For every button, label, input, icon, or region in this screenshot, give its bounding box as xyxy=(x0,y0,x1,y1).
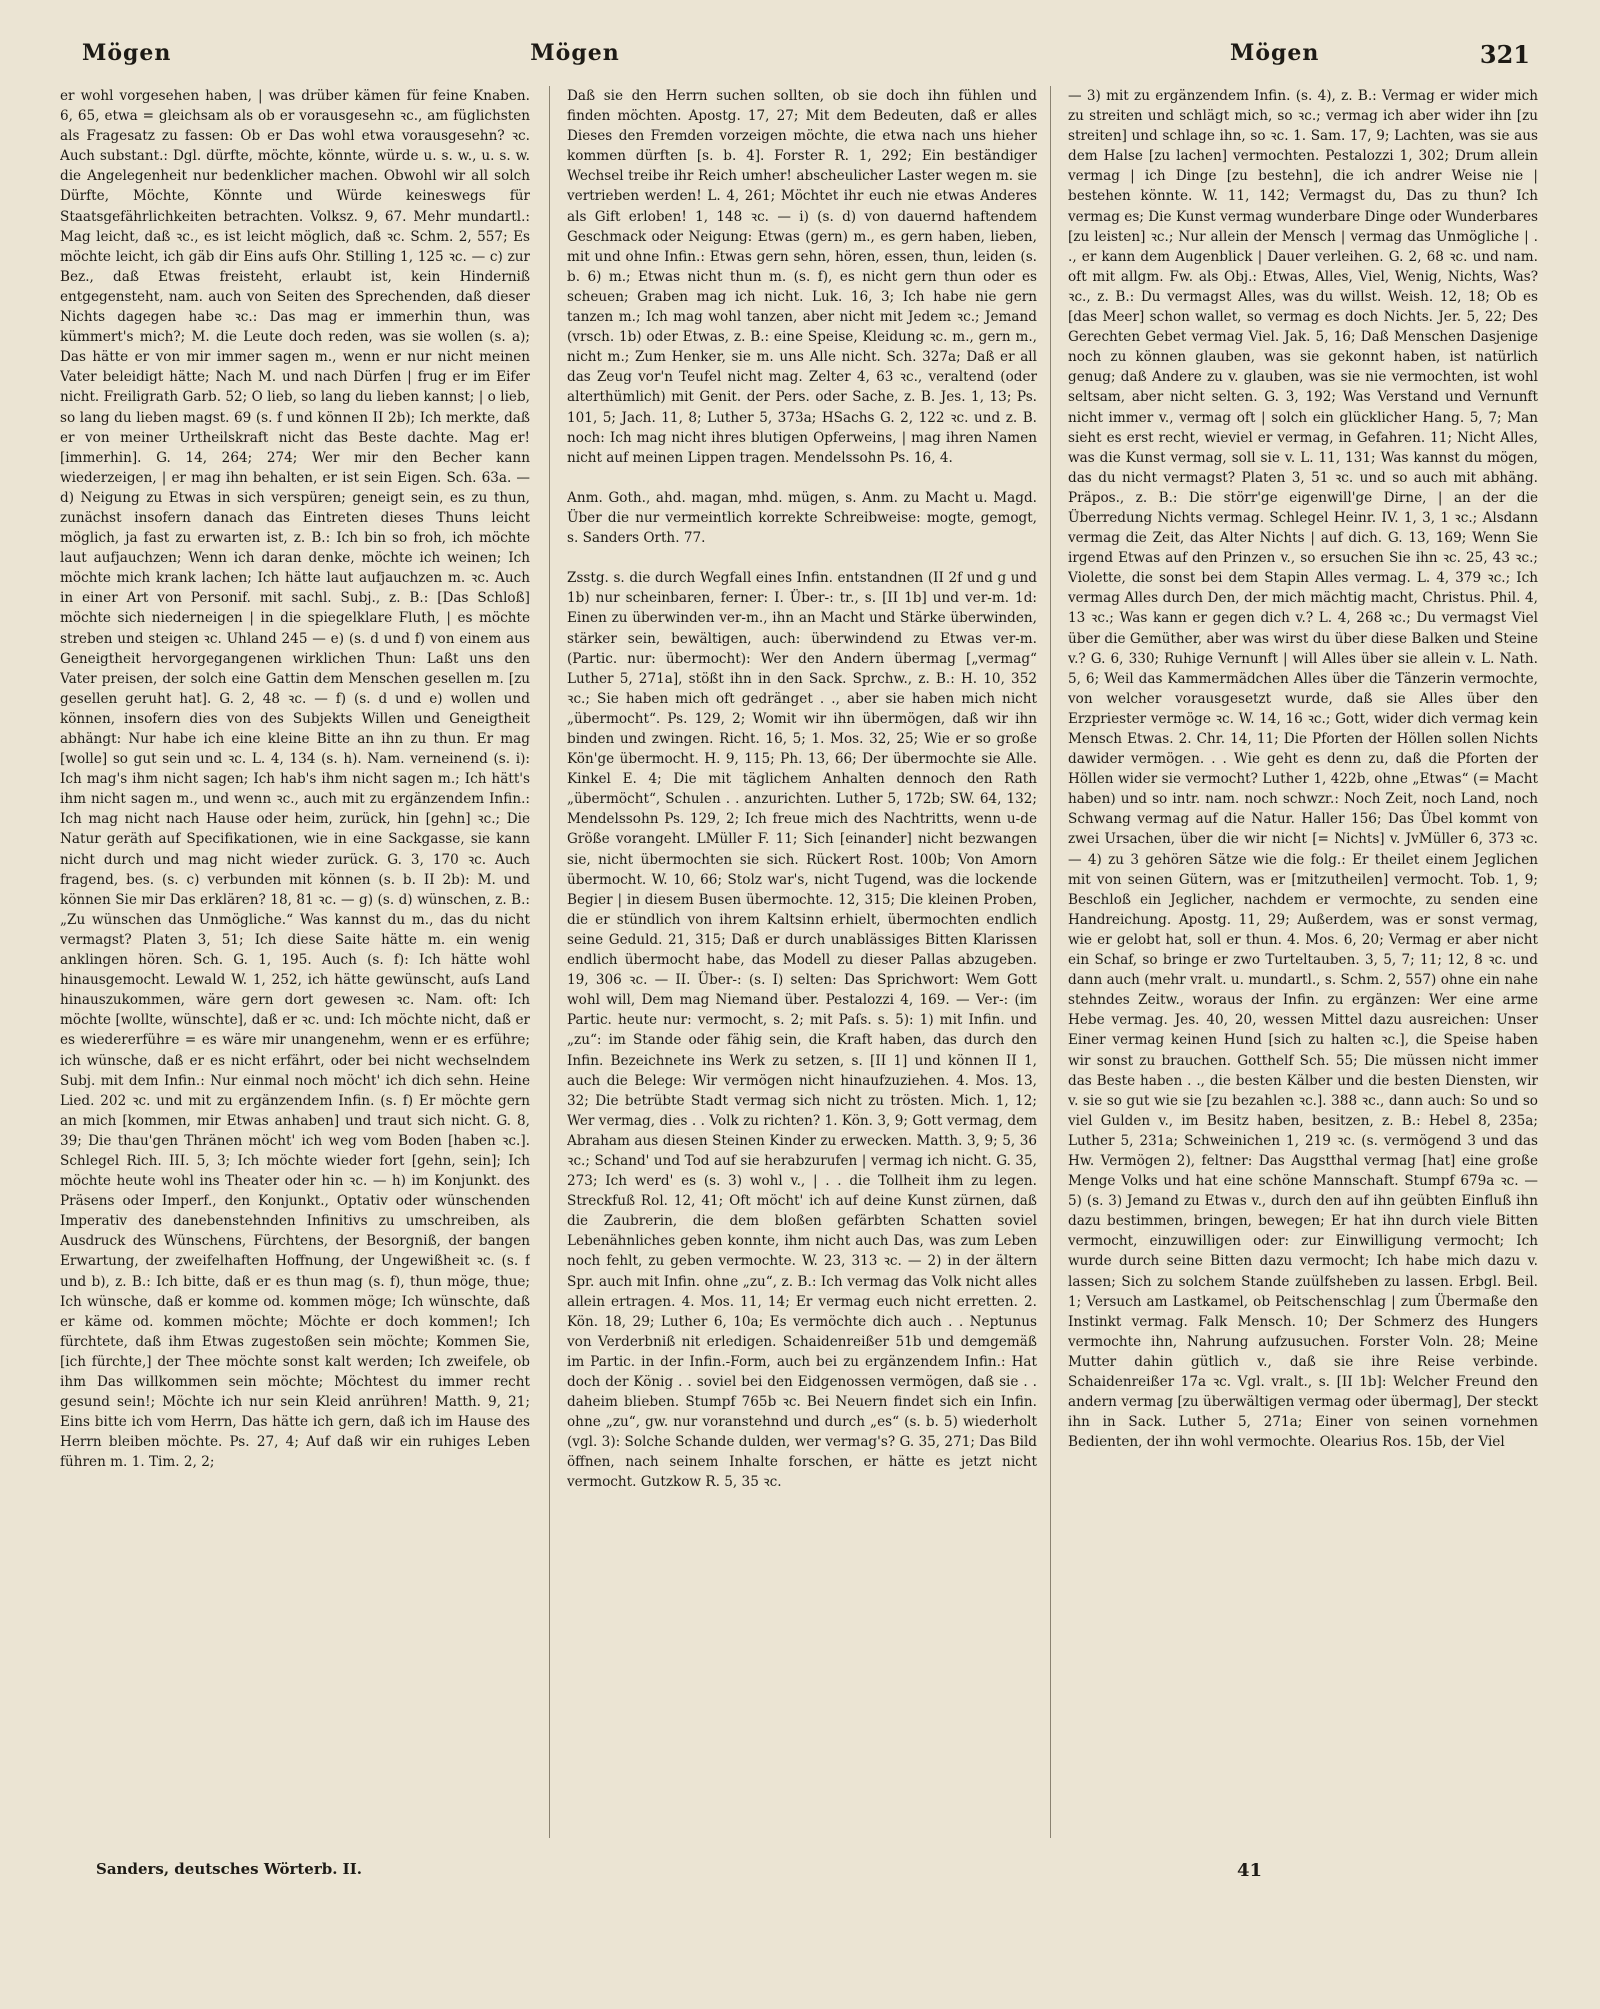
page-number: 321 xyxy=(1479,40,1530,69)
page-header xyxy=(70,40,1530,80)
column-text: Daß sie den Herrn suchen sollten, ob sie doch ihn fühlen und finden möchten. Apostg. 17, 27; Mit dem Bedeuten, daß er alles Dieses den Fremden vorzeigen möchte, die etwa nach uns hieher kommen dürften [s. b. 4]. Forster R. 1, 292; Ein beständiger Wechsel treibe ihr Reich umher! abscheulicher Laster wegen m. sie vertrieben werden! L. 4, 261; Möchtet ihr euch nie etwas Anderes als Gift erloben! 1, 148 ꝛc. — i) (s. d) von dauernd haftendem Geschmack oder Neigung: Etwas (gern) m., es gern haben, lieben, mit und ohne Infin.: Etwas gern sehn, hören, essen, thun, leiden (s. b. 6) m.; Etwas nicht thun m. (s. f), es nicht gern thun oder es scheuen; Graben mag ich nicht. Luk. 16, 3; Ich habe nie gern tanzen m.; Ich mag wohl tanzen, aber nicht mit Jedem ꝛc.; Jemand (vrsch. 1b) oder Etwas, z. B.: eine Speise, Kleidung ꝛc. m., gern m., nicht m.; Zum Henker, sie m. uns Alle nicht. Sch. 327a; Daß er all das Zeug vor'n Teufel nicht mag. Zelter 4, 63 ꝛc., veraltend (oder alterthümlich) mit Genit. der Pers. oder Sache, z. B. Jes. 1, 13; Ps. 101, 5; Jach. 11, 8; Luther 5, 373a; HSachs G. 2, 122 ꝛc. und z. B. noch: Ich mag nicht ihres blutigen Opferweins, | mag ihren Namen nicht auf meinen Lippen tragen. Mendelssohn Ps. 16, 4. Anm. Goth., ahd. magan, mhd. mügen, s. Anm. zu Macht u. Magd. Über die nur vermeintlich korrekte Schreibweise: mogte, gemogt, s. Sanders Orth. 77. Zsstg. s. die durch Wegfall eines Infin. entstandnen (II 2f und g und 1b) nur scheinbaren, ferner: I. Über-: tr., s. [II 1b] und ver-m. 1d: Einen zu überwinden ver-m., ihn an Macht und Stärke überwinden, stärker sein, bewältigen, auch: überwindend zu Etwas ver-m. (Partic. nur: übermocht): Wer den Andern übermag [„vermag“ Luther 5, 271a], stößt ihn in den Sack. Sprchw., z. B.: H. 10, 352 ꝛc.; Sie haben mich oft gedränget . ., aber sie haben mich nicht „übermocht“. Ps. 129, 2; Womit wir ihn übermögen, daß wir ihn binden und zwingen. Richt. 16, 5; 1. Mos. 32, 25; Wie er so große Kön'ge übermocht. H. 9, 115; Ph. 13, 66; Der übermochte sie Alle. Kinkel E. 4; Die mit täglichem Anhalten dennoch den Rath „übermöcht“, Schulen . . anzurichten. Luther 5, 172b; SW. 64, 132; Mendelssohn Ps. 129, 2; Ich freue mich des Nachtritts, wenn u-de Größe vorangeht. LMüller F. 11; Sich [einander] nicht bezwangen sie, nicht übermochten sie sich. Rückert Rost. 100b; Von Amorn übermocht. W. 10, 66; Stolz war's, nicht Tugend, was die lockende Begier | in diesem Busen übermochte. 12, 315; Die kleinen Proben, die er stündlich von ihrem Kaltsinn erhielt, übermochten endlich seine Geduld. 21, 315; Daß er durch unablässiges Bitten Klarissen endlich übermocht habe, das Modell zu dieser Pallas abzugeben. 19, 306 ꝛc. — II. Über-: (s. I) selten: Das Sprichwort: Wem Gott wohl will, Dem mag Niemand über. Pestalozzi 4, 169. — Ver-: (im Partic. heute nur: vermocht, s. 2; mit Paſs. s. 5): 1) mit Infin. und „zu“: im Stande oder fähig sein, die Kraft haben, das durch den Infin. Bezeichnete ins Werk zu setzen, s. [II 1] und können II 1, auch die Belege: Wir vermögen nicht hinaufzuziehen. 4. Mos. 13, 32; Die betrübte Stadt vermag sich nicht zu trösten. Mich. 1, 12; Wer vermag, dies . . Volk zu richten? 1. Kön. 3, 9; Gott vermag, dem Abraham aus diesen Steinen Kinder zu erwecken. Matth. 3, 9; 5, 36 ꝛc.; Schand' und Tod auf sie herabzurufen | vermag ich nicht. G. 35, 273; Ich werd' es (s. 3) wohl v., | . . die Tollheit ihm zu legen. Streckfuß Rol. 12, 41; Oft möcht' ich auf deine Kunst zürnen, daß die Zaubrerin, die dem bloßen gefärbten Schatten soviel Lebenähnliches geben konnte, ihm nicht auch Das, was zum Leben noch fehlt, zu geben vermochte. W. 23, 313 ꝛc. — 2) in der ältern Spr. auch mit Infin. ohne „zu“, z. B.: Ich vermag das Volk nicht alles allein ertragen. 4. Mos. 11, 14; Er vermag euch nicht erretten. 2. Kön. 18, 29; Luther 6, 10a; Es vermöchte dich auch . . Neptunus von Verderbniß nit erledigen. Schaidenreißer 51b und demgemäß im Partic. in der Infin.-Form, auch bei zu ergänzendem Infin.: Hat doch der König . . soviel bei den Eidgenossen vermögen, daß sie . . daheim blieben. Stumpf 765b ꝛc. Bei Neuern findet sich ein Infin. ohne „zu“, gw. nur voranstehnd und durch „es“ (s. b. 5) wiederholt (vgl. 3): Solche Schande dulden, wer vermag's? G. 35, 271; Das Bild öffnen, nach seinem Inhalte forschen, er hätte es jetzt nicht vermocht. Gutzkow R. 5, 35 ꝛc. xyxy=(567,88,1037,1491)
text-column-right xyxy=(1068,86,1538,1838)
text-column-left xyxy=(60,86,530,1838)
sheet-signature: 41 xyxy=(1237,1860,1263,1881)
center-headword: Mögen xyxy=(530,40,620,66)
source-footer: Sanders, deutsches Wörterb. II. xyxy=(96,1860,362,1878)
column-divider xyxy=(1050,86,1051,1838)
left-headword: Mögen xyxy=(82,40,172,66)
column-divider xyxy=(549,86,550,1838)
column-text: — 3) mit zu ergänzendem Infin. (s. 4), z. B.: Vermag er wider mich zu streiten und schlägt mich, so ꝛc.; vermag ich aber wider ihn [zu streiten] und schlage ihn, so ꝛc. 1. Sam. 17, 9; Lachten, was sie aus dem Halse [zu lachen] vermochten. Pestalozzi 1, 302; Drum allein vermag | ich Dinge [zu bestehn], die ich andrer Weise nie | bestehen könnte. W. 11, 142; Vermagst du, Das zu thun? Ich vermag es; Die Kunst vermag wunderbare Dinge oder Wunderbares [zu leisten] ꝛc.; Nur allein der Mensch | vermag das Unmögliche | . ., er kann dem Augenblick | Dauer verleihen. G. 2, 68 ꝛc. und nam. oft mit allgm. Fw. als Obj.: Etwas, Alles, Viel, Wenig, Nichts, Was? ꝛc., z. B.: Du vermagst Alles, was du willst. Weish. 12, 18; Ob es [das Meer] schon wallet, so vermag es doch Nichts. Jer. 5, 22; Des Gerechten Gebet vermag Viel. Jak. 5, 16; Daß Menschen Dasjenige noch zu können glauben, was sie gekonnt haben, ist natürlich genug; daß Andere zu v. glauben, was sie nie vermochten, ist wohl seltsam, aber nicht selten. G. 3, 192; Was Verstand und Vernunft nicht immer v., vermag oft | solch ein glücklicher Hang. 5, 7; Man sieht es erst recht, wieviel er vermag, in Gefahren. 11; Nicht Alles, was die Kunst vermag, soll sie v. L. 11, 131; Was kannst du mögen, das du nicht vermagst? Platen 3, 51 ꝛc. und so auch mit abhäng. Präpos., z. B.: Die störr'ge eigenwill'ge Dirne, | an der die Überredung Nichts vermag. Schlegel Heinr. IV. 1, 3, 1 ꝛc.; Alsdann vermag die Zeit, das Alter Nichts | auf dich. G. 13, 169; Wenn Sie irgend Etwas auf den Prinzen v., so ersuchen Sie ihn ꝛc. 25, 43 ꝛc.; Violette, die sonst bei dem Stapin Alles vermag. L. 4, 379 ꝛc.; Ich vermag Alles durch Den, der mich mächtig macht, Christus. Phil. 4, 13 ꝛc.; Was kann er gegen dich v.? L. 4, 268 ꝛc.; Du vermagst Viel über die Gemüther, aber was wirst du über diese Balken und Steine v.? G. 6, 330; Ruhige Vernunft | will Alles über sie allein v. L. Nath. 5, 6; Weil das Kammermädchen Alles über die Tänzerin vermochte, von welcher vorausgesetzt wurde, daß sie Alles über den Erzpriester vermöge ꝛc. W. 14, 16 ꝛc.; Gott, wider dich vermag kein Mensch Etwas. 2. Chr. 14, 11; Die Pforten der Höllen sollen Nichts dawider vermögen. . . Wie geht es denn zu, daß die Pforten der Höllen wider sie vermocht? Luther 1, 422b, ohne „Etwas“ (= Macht haben) und so intr. nam. noch schwzr.: Noch Zeit, noch Land, noch Schwang vermag auf die Natur. Haller 156; Das Übel kommt von zwei Ursachen, über die wir nicht [= Nichts] v. JvMüller 6, 373 ꝛc. — 4) zu 3 gehören Sätze wie die folg.: Er theilet einem Jeglichen mit von seinen Gütern, was er [mitzutheilen] vermocht. Tob. 1, 9; Beschloß ein Jeglicher, nachdem er vermochte, zu senden eine Handreichung. Apostg. 11, 29; Außerdem, was er sonst vermag, wie er gelobt hat, soll er thun. 4. Mos. 6, 20; Vermag er aber nicht ein Schaf, so bringe er zwo Turteltauben. 3, 5, 7; 11; 12, 8 ꝛc. und dann auch (mehr vralt. u. mundartl., s. Schm. 2, 557) ohne ein nahe stehndes Zeitw., woraus der Infin. zu ergänzen: Wer eine arme Hebe vermag. Jes. 40, 20, wessen Mittel dazu ausreichen: Unser Einer vermag keinen Hund [sich zu halten ꝛc.], die Speise haben wir sonst zu brauchen. Gotthelf Sch. 55; Die müssen nicht immer das Beste haben . ., die besten Kälber und die besten Diensten, wir v. sie so gut wie sie [zu bezahlen ꝛc.]. 388 ꝛc., dann auch: So und so viel Gulden v., im Besitz haben, besitzen, z. B.: Hebel 8, 235a; Luther 5, 231a; Schweinichen 1, 219 ꝛc. (s. vermögend 3 und das Hw. Vermögen 2), feltner: Das Augstthal vermag [hat] eine große Menge Volks und hat eine schöne Mannschaft. Stumpf 679a ꝛc. — 5) (s. 3) Jemand zu Etwas v., durch den auf ihn geübten Einfluß ihn dazu bestimmen, bringen, bewegen; Er hat ihn durch viele Bitten vermocht, einzuwilligen oder: zur Einwilligung vermocht; Ich wurde durch seine Bitten dazu vermocht; Ich habe mich dazu v. lassen; Sich zu solchem Stande zuülfsheben zu lassen. Erbgl. Beil. 1; Versuch am Lastkamel, ob Peitschenschlag | zum Übermaße den Instinkt vermag. Falk Mensch. 10; Der Schmerz des Hungers vermochte ihn, Nahrung aufzusuchen. Forster Voln. 28; Meine Mutter dahin gütlich v., daß sie ihre Reise verbinde. Schaidenreißer 17a ꝛc. Vgl. vralt., s. [II 1b]: Welcher Freund den andern vermag [zu überwältigen vermag oder übermag], Der steckt ihn in Sack. Luther 5, 271a; Einer von seinen vornehmen Bedienten, der ihn wohl vermochte. Olearius Ros. 15b, der Viel xyxy=(1068,88,1538,1451)
column-text: er wohl vorgesehen haben, | was drüber kämen für feine Knaben. 6, 65, etwa = gleichsam als ob er vorausgesehn ꝛc., am füglichsten als Fragesatz zu fassen: Ob er Das wohl etwa vorausgesehn? ꝛc. Auch substant.: Dgl. dürfte, möchte, könnte, würde u. s. w., u. s. w. die Angelegenheit nur bedenklicher machen. Obwohl wir all solch Dürfte, Möchte, Könnte und Würde keineswegs für Staatsgefährlichkeiten betrachten. Volksz. 9, 67. Mehr mundartl.: Mag leicht, daß ꝛc., es ist leicht möglich, daß ꝛc. Schm. 2, 557; Es möchte leicht, ich gäb dir Eins aufs Ohr. Stilling 1, 125 ꝛc. — c) zur Bez., daß Etwas freisteht, erlaubt ist, kein Hinderniß entgegensteht, nam. auch von Seiten des Sprechenden, daß dieser Nichts dagegen habe ꝛc.: Das mag er immerhin thun, was kümmert's mich?; M. die Leute doch reden, was sie wollen (s. a); Das hätte er von mir immer sagen m., wenn er nur nicht meinen Vater beleidigt hätte; Nach M. und nach Dürfen | frug er im Eifer nicht. Freiligrath Garb. 52; O lieb, so lang du lieben kannst; | o lieb, so lang du lieben magst. 69 (s. f und können II 2b); Ich merkte, daß er von meiner Urtheilskraft nicht das Beste dachte. Mag er! [immerhin]. G. 14, 264; 274; Wer mir den Becher kann wiederzeigen, | er mag ihn behalten, er ist sein Eigen. Sch. 63a. — d) Neigung zu Etwas in sich verspüren; geneigt sein, es zu thun, zunächst insofern danach das Eintreten dieses Thuns leicht möglich, ja fast zu erwarten ist, z. B.: Ich bin so froh, ich möchte laut aufjauchzen; Wenn ich daran denke, möchte ich weinen; Ich möchte mich krank lachen; Ich hätte laut aufjauchzen m. ꝛc. Auch in einer Art von Personif. mit sachl. Subj., z. B.: [Das Schloß] möchte sich niederneigen | in die spiegelklare Fluth, | es möchte streben und steigen ꝛc. Uhland 245 — e) (s. d und f) von einem aus Geneigtheit hervorgegangenen wirklichen Thun: Laßt uns den Vater preisen, der solch eine Gattin dem Menschen gesellen m. [zu gesellen geruht hat]. G. 2, 48 ꝛc. — f) (s. d und e) wollen und können, insofern dies von des Subjekts Willen und Geneigtheit abhängt: Nur habe ich eine kleine Bitte an ihn zu thun. Er mag [wolle] so gut sein und ꝛc. L. 4, 134 (s. h). Nam. verneinend (s. i): Ich mag's ihm nicht sagen; Ich hab's ihm nicht sagen m.; Ich hätt's ihm nicht sagen m., und wenn ꝛc., auch mit zu ergänzendem Infin.: Ich mag nicht nach Hause oder heim, zurück, hin [gehn] ꝛc.; Die Natur geräth auf Specifikationen, wie in eine Sackgasse, sie kann nicht durch und mag nicht wieder zurück. G. 3, 170 ꝛc. Auch fragend, bes. (s. c) verbunden mit können (s. b. II 2b): M. und können Sie mir Das erklären? 18, 81 ꝛc. — g) (s. d) wünschen, z. B.: „Zu wünschen das Unmögliche.“ Was kannst du m., das du nicht vermagst? Platen 3, 51; Ich diese Saite hätte m. ein wenig anklingen hören. Sch. G. 1, 195. Auch (s. f): Ich hätte wohl hinausgemocht. Lewald W. 1, 252, ich hätte gewünscht, auſs Land hinauszukommen, wäre gern dort gewesen ꝛc. Nam. oft: Ich möchte [wollte, wünschte], daß er ꝛc. und: Ich möchte nicht, daß er es wiedererführe = es wäre mir unangenehm, wenn er es erführe; ich wünsche, daß er es nicht erfährt, oder bei nicht wechselndem Subj. mit dem Infin.: Nur einmal noch möcht' ich dich sehn. Heine Lied. 202 ꝛc. und mit zu ergänzendem Infin. (s. f) Er möchte gern an mich [kommen, mir Etwas anhaben] und traut sich nicht. G. 8, 39; Die thau'gen Thränen möcht' ich weg vom Boden [haben ꝛc.]. Schlegel Rich. III. 5, 3; Ich möchte wieder fort [gehn, sein]; Ich möchte heute wohl ins Theater oder hin ꝛc. — h) im Konjunkt. des Präsens oder Imperf., den Konjunkt., Optativ oder wünschenden Imperativ des danebenstehnden Infinitivs zu umschreiben, als Ausdruck des Wünschens, Fürchtens, der Besorgniß, der bangen Erwartung, der zweifelhaften Hoffnung, der Ungewißheit ꝛc. (s. f und b), z. B.: Ich bitte, daß er es thun mag (s. f), thun möge, thue; Ich wünsche, daß er komme od. kommen möge; Ich wünschte, daß er käme od. kommen möchte; Möchte er doch kommen!; Ich fürchtete, daß ihm Etwas zugestoßen sein möchte; Kommen Sie, [ich fürchte,] der Thee möchte sonst kalt werden; Ich zweifele, ob ihm Das willkommen sein möchte; Möchtest du immer recht gesund sein!; Möchte ich nur sein Kleid anrühren! Matth. 9, 21; Eins bitte ich vom Herrn, Das hätte ich gern, daß ich im Hause des Herrn bleiben möchte. Ps. 27, 4; Auf daß wir ein ruhiges Leben führen m. 1. Tim. 2, 2; xyxy=(60,88,530,1471)
text-column-middle xyxy=(567,86,1037,1838)
right-headword: Mögen xyxy=(1230,40,1320,66)
